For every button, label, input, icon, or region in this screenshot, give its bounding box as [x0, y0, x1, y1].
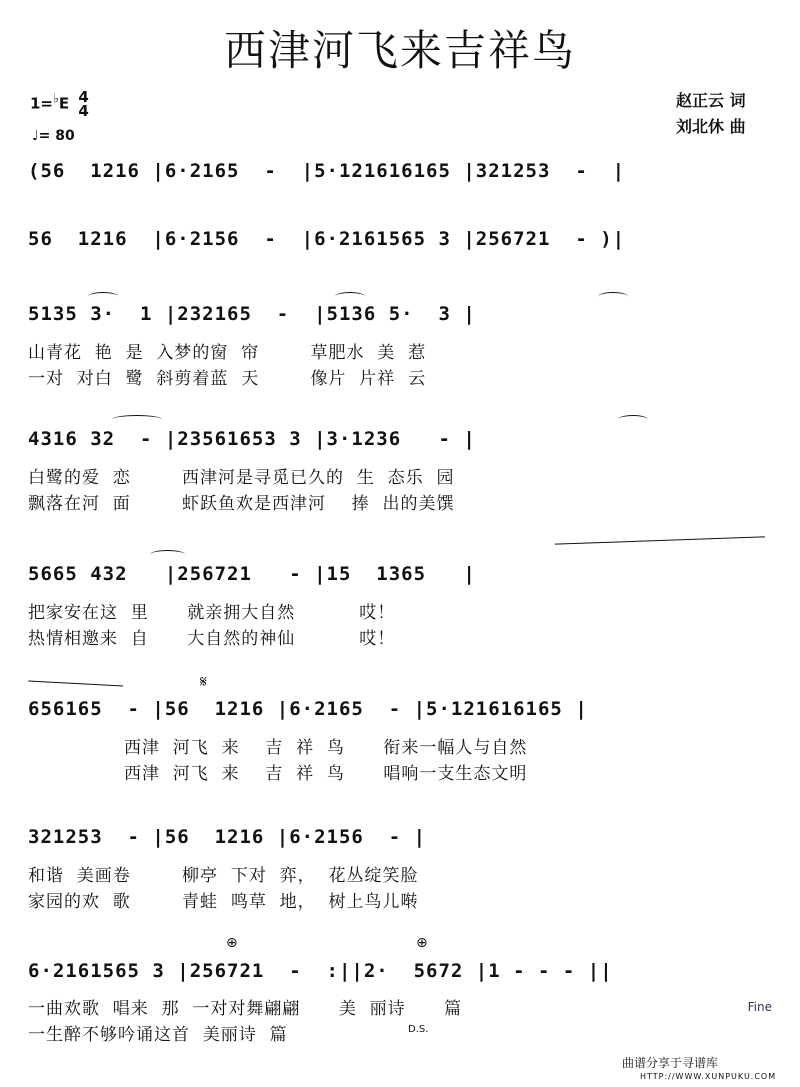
flat-symbol: ♭: [53, 90, 59, 106]
time-bottom: 4: [78, 102, 89, 120]
slur: [598, 292, 628, 301]
tempo-marking: [32, 128, 75, 144]
lyrics-line: 白鹭的爱 恋 西津河是寻觅已久的 生 态乐 园: [28, 468, 455, 488]
slur: [112, 415, 162, 424]
music-line-5: 5665 432 |256721 - |15 1365 |: [28, 563, 476, 585]
slur: [618, 415, 648, 424]
lyrics-line: 西津 河飞 来 吉 祥 鸟 衔来一幅人与自然: [28, 738, 528, 758]
slur: [150, 550, 185, 559]
music-line-8: 6·2161565 3 |256721 - :||2· 5672 |1 - - - ||: [28, 960, 613, 982]
coda-icon: ⊕: [416, 935, 428, 951]
composer-credit: 刘北休 曲: [676, 117, 746, 136]
watermark-text: 曲谱分享于寻谱库: [622, 1056, 719, 1070]
lyrics-line: 把家安在这 里 就亲拥大自然 哎！: [28, 603, 396, 623]
music-line-4: 4316 32 - |23561653 3 |3·1236 - |: [28, 428, 476, 450]
lyrics-line: 热情相邀来 自 大自然的神仙 哎！: [28, 629, 396, 649]
song-title: 西津河飞来吉祥鸟: [223, 26, 576, 75]
slur: [335, 292, 365, 301]
key-note: E: [58, 94, 70, 113]
music-line-3: 5135 3· 1 |232165 - |5136 5· 3 |: [28, 303, 476, 325]
music-line-2: 56 1216 |6·2156 - |6·2161565 3 |256721 - )|: [28, 228, 626, 250]
slur: [88, 292, 118, 301]
time-signature: [78, 90, 88, 118]
lyrics-line: 西津 河飞 来 吉 祥 鸟 唱响一支生态文明: [28, 764, 528, 784]
quarter-note-icon: ♩: [32, 128, 39, 144]
lyrics-line: 飘落在河 面 虾跃鱼欢是西津河 捧 出的美馔: [28, 494, 455, 514]
lyrics-line: 一对 对白 鹭 斜剪着蓝 天 像片 片祥 云: [28, 369, 427, 389]
fine-mark: Fine: [747, 1000, 772, 1014]
segno-icon: 𝄋: [200, 672, 207, 691]
key-prefix: 1=: [30, 94, 54, 113]
coda-icon: ⊕: [226, 935, 238, 951]
music-line-6: 656165 - |56 1216 |6·2165 - |5·121616165 |: [28, 698, 588, 720]
lyricist-credit: 赵正云 词: [676, 91, 746, 110]
key-signature: [30, 90, 89, 118]
watermark-url: HTTP://WWW.XUNPUKU.COM: [640, 1072, 777, 1081]
tempo-value: = 80: [38, 128, 75, 144]
music-line-7: 321253 - |56 1216 |6·2156 - |: [28, 826, 427, 848]
lyrics-line: 和谐 美画卷 柳亭 下对 弈， 花丛绽笑脸: [28, 866, 419, 886]
lyrics-line: 一生醉不够吟诵这首 美丽诗 篇: [28, 1025, 288, 1045]
ds-mark: D.S.: [408, 1024, 429, 1035]
lyrics-line: 山青花 艳 是 入梦的窗 帘 草肥水 美 惹: [28, 343, 427, 363]
lyrics-line: 家园的欢 歌 青蛙 鸣草 地， 树上鸟儿啭: [28, 892, 419, 912]
music-line-1: (56 1216 |6·2165 - |5·121616165 |321253 - |: [28, 160, 626, 182]
lyrics-line: 一曲欢歌 唱来 那 一对对舞翩翩 美 丽诗 篇: [28, 999, 463, 1019]
phrase-slur: [555, 536, 765, 552]
phrase-slur: [28, 681, 123, 695]
time-top: 4: [78, 88, 89, 106]
